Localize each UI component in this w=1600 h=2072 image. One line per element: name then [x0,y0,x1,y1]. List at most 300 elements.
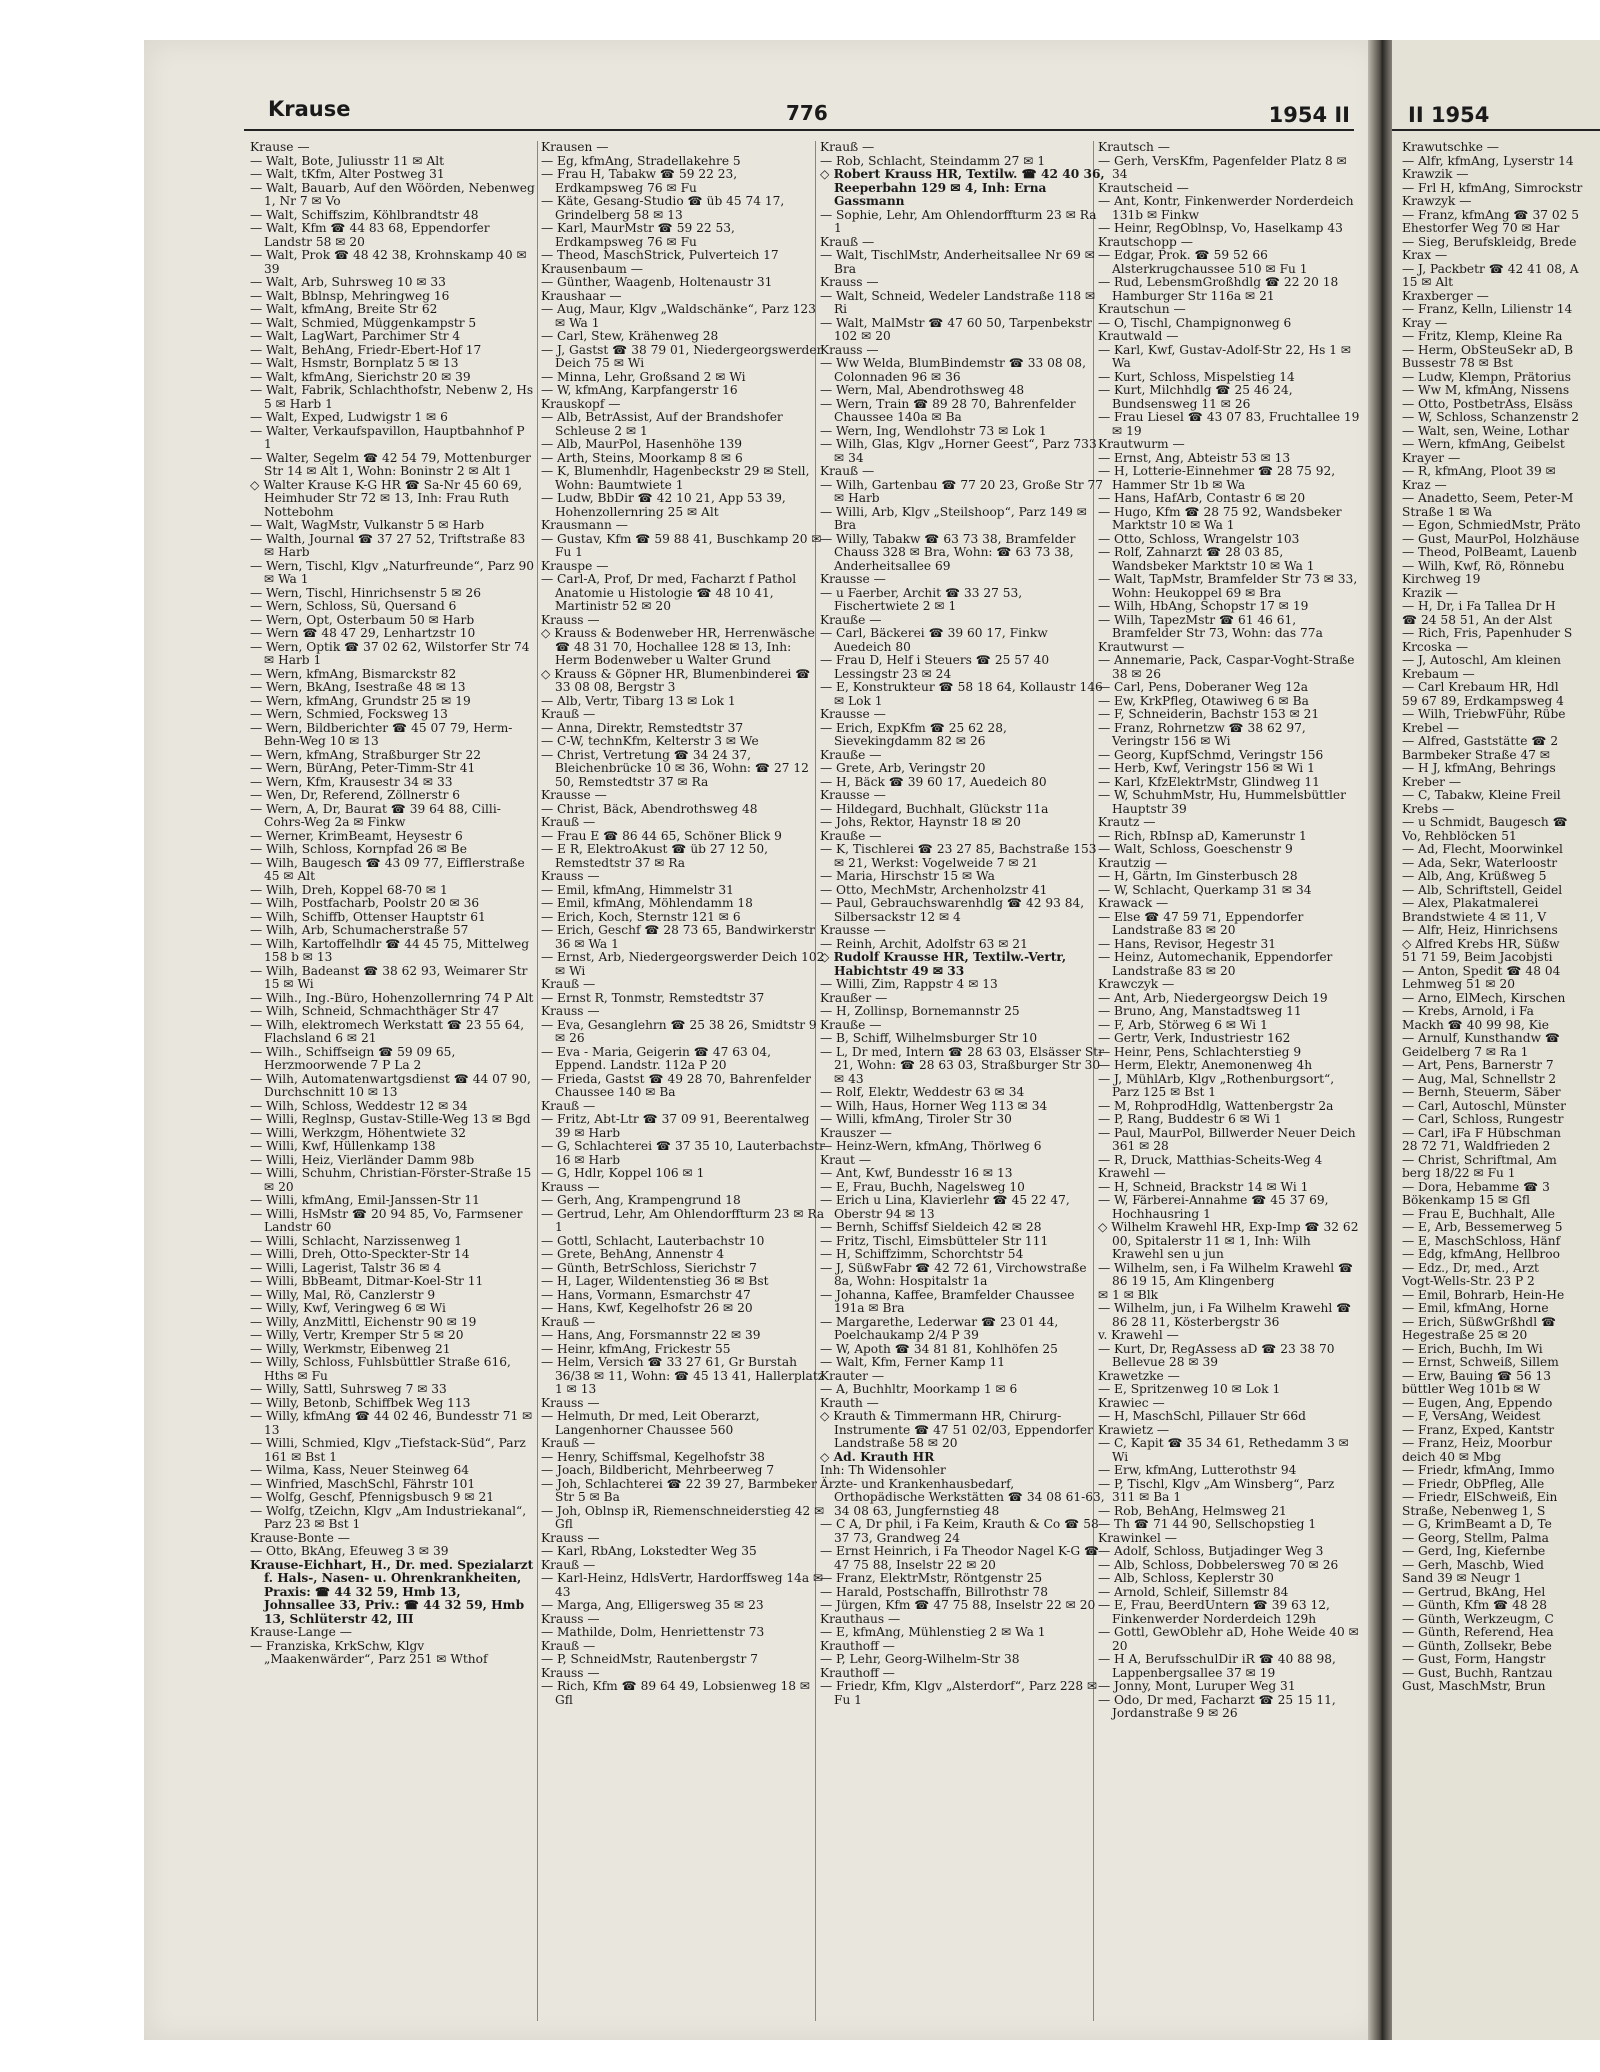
right-page-entry: — Sieg, Berufskleidg, Brede [1402,234,1577,249]
directory-entry: — Walt, BehAng, Friedr-Ebert-Hof 17 [250,342,482,357]
directory-entry: — Wern, Ing, Wendlohstr 73 ✉ Lok 1 [820,423,1047,438]
directory-entry: — Heinr, kfmAng, Frickestr 55 [541,1341,731,1356]
right-page-entry: — Erich, SüßwGrßhdl ☎ [1402,1314,1557,1329]
right-page-entry: — Dora, Hebamme ☎ 3 [1402,1179,1550,1194]
directory-entry: — Wilh, Arb, Schumacherstraße 57 [250,923,469,937]
directory-entry: — Wern, kfmAng, Grundstr 25 ✉ 19 [250,693,471,708]
right-page-entry: — W, Schloss, Schanzenstr 2 [1402,410,1579,424]
right-page-entry: Krebs — [1402,801,1455,816]
directory-entry: — Walt, MalMstr ☎ 47 60 50, Tarpenbekstr 102 ✉ 20 [820,315,1092,343]
directory-entry: — Willi, kfmAng, Tiroler Str 30 [820,1112,1012,1126]
right-page-entry: Krawzik — [1402,167,1469,181]
directory-entry: — Willy, AnzMittl, Eichenstr 90 ✉ 19 [250,1314,477,1329]
right-page-entry: berg 18/22 ✉ Fu 1 [1402,1166,1516,1180]
directory-entry: — Günth, BetrSchloss, Sierichstr 7 [541,1260,757,1275]
directory-entry: Krauß — [541,707,596,721]
right-page-entry: — Alfred, Gaststätte ☎ 2 [1402,734,1559,748]
directory-entry: — Carl, Stew, Krähenweg 28 [541,329,719,343]
directory-entry: — Rich, Kfm ☎ 89 64 49, Lobsienweg 18 ✉ Gfl [541,1679,811,1707]
directory-entry: — Eva - Maria, Geigerin ☎ 47 63 04, Eppend. Landstr. 112a P 20 [541,1044,771,1072]
right-page-entry: — Carl, iFa F Hübschman [1402,1125,1562,1140]
right-page-entry: Bussestr 78 ✉ Bst [1402,356,1513,370]
directory-entry: — G, Schlachterei ☎ 37 35 10, Lauterbachstr 16 ✉ Harb [541,1139,825,1167]
directory-entry: Krauss — [541,1395,600,1410]
directory-entry: — P, SchneidMstr, Rautenbergstr 7 [541,1652,758,1666]
directory-entry: — Wilh, HbAng, Schopstr 17 ✉ 19 [1098,599,1309,613]
directory-entry: Krauße — [820,747,882,762]
directory-entry: — F, Arb, Störweg 6 ✉ Wi 1 [1098,1017,1268,1032]
directory-entry: — Wilh, Schloss, Weddestr 12 ✉ 34 [250,1098,468,1113]
directory-entry: — Walt, tKfm, Alter Postweg 31 [250,167,445,181]
directory-entry: — Wern, kfmAng, Straßburger Str 22 [250,747,482,762]
right-page-entry: Kray — [1402,315,1448,330]
right-page-entry: — G, KrimBeamt a D, Te [1402,1517,1552,1531]
directory-entry: — Jonny, Mont, Luruper Weg 31 [1098,1679,1296,1693]
directory-entry: — Alb, MaurPol, Hasenhöhe 139 [541,437,743,451]
right-page-entry: — Christ, Schriftmal, Am [1402,1152,1557,1167]
directory-entry: — Wern, Schloss, Sü, Quersand 6 [250,599,457,613]
directory-entry: — P, Tischl, Klgv „Am Winsberg“, Parz 311 ✉ Ba 1 [1098,1476,1335,1504]
directory-entry: — Walt, Fabrik, Schlachthofstr, Nebenw 2, Hs 5 ✉ Harb 1 [250,383,534,411]
directory-entry: ✉ 1 ✉ Blk [1098,1287,1159,1302]
right-page-entry: — Edz., Dr, med., Arzt [1402,1260,1539,1275]
directory-entry: Inh: Th Widensohler [820,1463,946,1477]
right-page-entry: — F, VersAng, Weidest [1402,1409,1541,1423]
right-page-entry: — Alb, Ang, Krüßweg 5 [1402,869,1547,883]
directory-entry: — Fritz, Tischl, Eimsbütteler Str 111 [820,1233,1049,1248]
right-page-entry: Sand 39 ✉ Neugr 1 [1402,1571,1522,1585]
right-page-entry: — Carl Krebaum HR, Hdl [1402,680,1559,694]
right-page-entry: — Gertrud, BkAng, Hel [1402,1584,1546,1599]
directory-entry: — Walt, Schneid, Wedeler Landstraße 118 ✉ Ri [820,288,1096,316]
directory-entry: — C A, Dr phil, i Fa Keim, Krauth & Co ☎ 58 37 73, Grandweg 24 [820,1517,1099,1545]
directory-entry: — Rich, RbInsp aD, Kamerunstr 1 [1098,828,1307,843]
right-page-entry: — Edg, kfmAng, Hellbroo [1402,1247,1560,1261]
directory-entry: — Adolf, Schloss, Butjadinger Weg 3 [1098,1544,1324,1558]
directory-entry: Krauß — [541,977,596,991]
directory-entry: — J, SüßwFabr ☎ 42 72 61, Virchowstraße 8a, Wohn: Hospitalstr 1a [820,1260,1087,1288]
directory-entry: — C-W, technKfm, Kelterstr 3 ✉ We [541,734,759,748]
right-page-entry: Krcoska — [1402,639,1469,654]
column-rule [537,141,538,2021]
directory-entry: — Alb, Vertr, Tibarg 13 ✉ Lok 1 [541,693,736,708]
right-page-entry: — Alfr, Heiz, Hinrichsens [1402,923,1558,937]
directory-entry: Krauße — [820,612,882,627]
directory-entry: — M, RohprodHdlg, Wattenbergstr 2a [1098,1098,1334,1113]
directory-entry: — Alb, BetrAssist, Auf der Brandshofer Schleuse 2 ✉ 1 [541,410,783,438]
directory-entry: — Minna, Lehr, Großsand 2 ✉ Wi [541,369,746,384]
running-head-year: 1954 II [1268,103,1350,127]
directory-entry: — Ww Welda, BlumBindemstr ☎ 33 08 08, Colonnaden 96 ✉ 36 [820,356,1086,384]
directory-entry: Krauss — [541,1530,600,1545]
directory-entry: — Walt, Bote, Juliusstr 11 ✉ Alt [250,153,445,168]
directory-entry: — Walt, Arb, Suhrsweg 10 ✉ 33 [250,275,446,289]
directory-entry: — Else ☎ 47 59 71, Eppendorfer Landstraße 83 ✉ 20 [1098,909,1304,937]
directory-entry: Krawiec — [1098,1395,1165,1410]
directory-entry: — E, Spritzenweg 10 ✉ Lok 1 [1098,1382,1281,1396]
directory-entry: — C, Kapit ☎ 35 34 61, Rethedamm 3 ✉ Wi [1098,1436,1349,1464]
directory-entry: — Erich, Geschf ☎ 28 73 65, Bandwirkerstr 36 ✉ Wa 1 [541,923,815,951]
directory-entry: — Ludw, BbDir ☎ 42 10 21, App 53 39, Hohenzollernring 25 ✉ Alt [541,491,786,519]
directory-entry: — Hans, Kwf, Kegelhofstr 26 ✉ 20 [541,1301,753,1315]
scan-margin [0,0,1600,30]
right-page-entry: — Fritz, Klemp, Kleine Ra [1402,329,1563,343]
directory-entry: Krauß — [541,1098,596,1113]
right-page-entry: — Anadetto, Seem, Peter-M [1402,491,1574,505]
directory-entry: — Eg, kfmAng, Stradellakehre 5 [541,153,741,168]
directory-entry: — Joach, Bildbericht, Mehrbeerweg 7 [541,1463,775,1477]
directory-entry: — H, Schneid, Brackstr 14 ✉ Wi 1 [1098,1179,1309,1194]
directory-entry: ◇ Krauss & Göpner HR, Blumenbinderei ☎ 33 08 08, Bergstr 3 [541,666,811,694]
directory-entry: — Kurt, Milchhdlg ☎ 25 46 24, Bundsensweg 11 ✉ 26 [1098,383,1293,411]
right-page-entry: Geidelberg 7 ✉ Ra 1 [1402,1044,1529,1059]
directory-entry: — Wern, BürAng, Peter-Timm-Str 41 [250,761,476,775]
directory-entry: Krausse — [820,788,886,802]
directory-entry: — H, Schiffzimm, Schorchtstr 54 [820,1247,1024,1261]
directory-entry: ◇ Krauss & Bodenweber HR, Herrenwäsche ☎ 48 31 70, Hochallee 128 ✉ 13, Inh: Herm Bodenweber u Walter Grund [541,626,815,667]
right-page-entry: — Franz, kfmAng ☎ 37 02 5 [1402,207,1579,222]
directory-entry: — Wilh, Automatenwartgsdienst ☎ 44 07 90, Durchschnitt 10 ✉ 13 [250,1071,531,1099]
directory-entry: ◇ Krauth & Timmermann HR, Chirurg-Instrumente ☎ 47 51 02/03, Eppendorfer Landstraße 58 ✉ 20 [820,1409,1093,1450]
directory-entry: — Hans, Ang, Forsmannstr 22 ✉ 39 [541,1328,761,1342]
directory-entry: — F, Schneiderin, Bachstr 153 ✉ 21 [1098,707,1320,721]
directory-entry: — Carl, Pens, Doberaner Weg 12a [1098,680,1309,694]
directory-entry: ◇ Ad. Krauth HR [820,1449,935,1464]
directory-entry: Krause — [250,141,310,154]
right-page-entry: — Franz, Kelln, Lilienstr 14 [1402,302,1573,316]
directory-entry: — Gertrud, Lehr, Am Ohlendorffturm 23 ✉ Ra 1 [541,1206,825,1234]
right-page-entry: — Ada, Sekr, Waterloostr [1402,855,1558,870]
directory-entry: Krauss — [541,612,600,627]
directory-entry: — Walt, Schmied, Müggenkampstr 5 [250,315,477,330]
directory-entry: — Franz, ElektrMstr, Röntgenstr 25 [820,1571,1043,1585]
directory-entry: — Karl, RbAng, Lokstedter Weg 35 [541,1544,757,1558]
directory-entry: — Wilhelm, jun, i Fa Wilhelm Krawehl ☎ 86 28 11, Kösterbergstr 36 [1098,1301,1352,1329]
directory-entry: Krauss — [820,342,879,357]
directory-entry: — Georg, KupfSchmd, Veringstr 156 [1098,747,1324,762]
right-page-entry: Krax — [1402,248,1448,262]
directory-entry: — Hans, Revisor, Hegestr 31 [1098,936,1277,951]
directory-column-2 [541,141,826,2021]
right-page-entry: — Gerd, Ing, Kiefernbe [1402,1544,1546,1558]
directory-entry: — Rud, LebensmGroßhdlg ☎ 22 20 18 Hamburger Str 116a ✉ 21 [1098,275,1339,303]
directory-entry: — Willy, Betonb, Schiffbek Weg 113 [250,1395,471,1410]
directory-entry: Krauß — [820,141,875,154]
directory-entry: — Helm, Versich ☎ 33 27 61, Gr Burstah 36/38 ✉ 11, Wohn: ☎ 45 13 41, Hallerplatz 1 ✉ 13 [541,1355,825,1396]
directory-entry: — Otto, BkAng, Efeuweg 3 ✉ 39 [250,1544,449,1558]
right-page-entry: Kirchweg 19 [1402,572,1481,586]
directory-entry: — Ant, Kontr, Finkenwerder Norderdeich 131b ✉ Finkw [1098,194,1354,222]
right-page-entry: — E, MaschSchloss, Hänf [1402,1233,1561,1248]
directory-entry: — Johanna, Kaffee, Bramfelder Chaussee 191a ✉ Bra [820,1287,1075,1315]
directory-entry: Krauß — [541,1314,596,1329]
directory-entry: — Wilh, Kartoffelhdlr ☎ 44 45 75, Mittelweg 158 b ✉ 13 [250,936,530,964]
directory-entry: — Willy, Tabakw ☎ 63 73 38, Bramfelder Chauss 328 ✉ Bra, Wohn: ☎ 63 73 38, Anderheitsallee 69 [820,531,1076,573]
directory-entry: Krauß — [541,1436,596,1450]
right-page-entry: — Gust, Form, Hangstr [1402,1652,1546,1666]
right-page-entry: — E, Arb, Bessemerweg 5 [1402,1220,1563,1234]
directory-entry: Krausen — [541,141,609,154]
directory-entry: — Willi, Zim, Rappstr 4 ✉ 13 [820,977,998,991]
directory-entry: Krautwurst — [1098,639,1185,654]
right-page-entry: — Bernh, Steuerm, Säber [1402,1085,1561,1099]
right-page-entry: Krawutschke — [1402,141,1499,154]
directory-entry: — Willi, HsMstr ☎ 20 94 85, Vo, Farmsener Landstr 60 [250,1206,523,1234]
directory-entry: — Rolf, Zahnarzt ☎ 28 03 85, Wandsbeker Marktstr 10 ✉ Wa 1 [1098,545,1315,573]
right-page-entry: — Wilh, TriebwFühr, Rübe [1402,707,1566,721]
directory-entry: — Wilma, Kass, Neuer Steinweg 64 [250,1463,470,1477]
directory-entry: Krawetzke — [1098,1368,1180,1383]
directory-entry: — B, Schiff, Wilhelmsburger Str 10 [820,1031,1038,1045]
directory-entry: — Christ, Vertretung ☎ 34 24 37, Bleichenbrücke 10 ✉ 36, Wohn: ☎ 27 12 50, Remstedtstr 37 ✉ Ra [541,747,809,789]
directory-entry: — Ernst, Ang, Abteistr 53 ✉ 13 [1098,450,1291,465]
directory-entry: — Eva, Gesanglehrn ☎ 25 38 26, Smidtstr 9 ✉ 26 [541,1017,817,1045]
directory-entry: — E R, ElektroAkust ☎ üb 27 12 50, Remstedtstr 37 ✉ Ra [541,842,768,870]
directory-entry: — Wilh, elektromech Werkstatt ☎ 23 55 64, Flachsland 6 ✉ 21 [250,1017,525,1045]
directory-entry: — Heinz, Automechanik, Eppendorfer Landstraße 83 ✉ 20 [1098,950,1333,978]
directory-entry: — Wern ☎ 48 47 29, Lenhartzstr 10 [250,626,476,640]
directory-entry: — Theod, MaschStrick, Pulverteich 17 [541,248,779,262]
directory-entry: — Erich, ExpKfm ☎ 25 62 28, Sievekingdamm 82 ✉ 26 [820,720,1007,748]
directory-column-3 [820,141,1105,2021]
directory-entry: Krawietz — [1098,1422,1170,1437]
directory-entry: — Rolf, Elektr, Weddestr 63 ✉ 34 [820,1085,1025,1099]
directory-entry: — Wilh, Baugesch ☎ 43 09 77, Eifflerstraße 45 ✉ Alt [250,855,525,883]
directory-entry: — Paul, MaurPol, Billwerder Neuer Deich 361 ✉ 28 [1098,1125,1356,1153]
directory-entry: — Alb, Schloss, Dobbelersweg 70 ✉ 26 [1098,1557,1339,1572]
directory-entry: ◇ Wilhelm Krawehl HR, Exp-Imp ☎ 32 62 00, Spitalerstr 11 ✉ 1, Inh: Wilh Krawehl sen u jun [1098,1220,1359,1261]
directory-entry: — Willy, Vertr, Kremper Str 5 ✉ 20 [250,1328,464,1342]
directory-entry: — Wern, Mal, Abendrothsweg 48 [820,383,1025,397]
right-page-entry: 59 67 89, Erdkampsweg 4 [1402,693,1564,708]
directory-entry: — Ernst, Arb, Niedergeorgswerder Deich 102 ✉ Wi [541,950,825,978]
directory-column-4 [1098,141,1360,2021]
directory-entry: — Willi, Reglnsp, Gustav-Stille-Weg 13 ✉ Bgd [250,1112,531,1126]
directory-entry: — Willi, Schuhm, Christian-Förster-Straße 15 ✉ 20 [250,1166,532,1194]
directory-entry: — Werner, KrimBeamt, Heysestr 6 [250,828,463,843]
directory-entry: — Gottl, Schlacht, Lauterbachstr 10 [541,1233,765,1248]
page-number: 776 [786,101,828,125]
right-page-entry: — Gust, Buchh, Rantzau [1402,1665,1553,1680]
directory-entry: Krautsch — [1098,141,1170,154]
directory-entry: — Bernh, Schiffsf Sieldeich 42 ✉ 28 [820,1220,1042,1234]
right-page-column [1402,141,1600,2021]
directory-entry: Krausse — [820,923,886,937]
directory-entry: — Wolfg, Geschf, Pfennigsbusch 9 ✉ 21 [250,1490,495,1504]
directory-entry: — Herb, Kwf, Veringstr 156 ✉ Wi 1 [1098,761,1315,775]
directory-entry: — Heinr, Pens, Schlachterstieg 9 [1098,1044,1302,1059]
directory-entry: — Walt, WagMstr, Vulkanstr 5 ✉ Harb [250,518,485,532]
right-page-entry: — Wilh, Kwf, Rö, Rönnebu [1402,558,1565,573]
directory-entry: — Walt, Bauarb, Auf den Wöörden, Nebenweg 1, Nr 7 ✉ Vo [250,180,535,208]
right-page-entry: ◇ Alfred Krebs HR, Süßw [1402,936,1560,951]
directory-entry: Krautschopp — [1098,234,1193,249]
directory-entry: — Wilh, Gartenbau ☎ 77 20 23, Große Str 77 ✉ Harb [820,477,1104,505]
right-page-entry: — Arno, ElMech, Kirschen [1402,990,1566,1005]
directory-entry: — Walt, TapMstr, Bramfelder Str 73 ✉ 33, Wohn: Heukoppel 69 ✉ Bra [1098,572,1358,600]
right-page-entry: Kraz — [1402,477,1447,492]
directory-entry: — H, Zollinsp, Bornemannstr 25 [820,1004,1020,1018]
right-page-entry: Gust, MaschMstr, Brun [1402,1679,1546,1693]
right-page-entry: — Ad, Flecht, Moorwinkel [1402,842,1563,856]
directory-entry: — Wern, Optik ☎ 37 02 62, Wilstorfer Str 74 ✉ Harb 1 [250,639,530,667]
directory-entry: — W, Färberei-Annahme ☎ 45 37 69, Hochhausring 1 [1098,1193,1329,1221]
directory-entry: — Willy, Kwf, Veringweg 6 ✉ Wi [250,1301,446,1315]
directory-entry: — Willy, Schloss, Fuhlsbüttler Straße 616, Hths ✉ Fu [250,1355,511,1383]
directory-entry: — Willy, Sattl, Suhrsweg 7 ✉ 33 [250,1382,447,1396]
directory-entry: — Wolfg, tZeichn, Klgv „Am Industriekanal“, Parz 23 ✉ Bst 1 [250,1503,527,1531]
directory-entry: ◇ Robert Krauss HR, Textilw. ☎ 42 40 36, Reeperbahn 129 ✉ 4, Inh: Erna Gassmann [820,167,1105,208]
directory-entry: — H, Gärtn, Im Ginsterbusch 28 [1098,869,1298,883]
right-page-entry: 28 72 71, Waldfrieden 2 [1402,1139,1551,1153]
directory-entry: — Th ☎ 71 44 90, Sellschopstieg 1 [1098,1517,1317,1531]
directory-entry: — Wilh, Badeanst ☎ 38 62 93, Weimarer Str 15 ✉ Wi [250,963,528,991]
right-page-entry: — Gerh, Maschb, Wied [1402,1557,1544,1572]
directory-entry: — Frau Liesel ☎ 43 07 83, Fruchtallee 19 ✉ 19 [1098,410,1360,438]
directory-entry: Krauße — [820,828,882,843]
directory-entry: — W, Apoth ☎ 34 81 81, Kohlhöfen 25 [820,1341,1058,1356]
right-page-entry: — R, kfmAng, Ploot 39 ✉ [1402,464,1556,478]
directory-entry: Krausmann — [541,518,628,532]
directory-entry: Krause-Lange — [250,1625,352,1639]
directory-entry: — K, Blumenhdlr, Hagenbeckstr 29 ✉ Stell, Wohn: Baumtwiete 1 [541,464,810,492]
directory-entry: — E, Frau, Buchh, Nagelsweg 10 [820,1179,1025,1194]
directory-entry: — Willi, Kwf, Hüllenkamp 138 [250,1139,436,1153]
right-page-entry: — Herm, ObSteuSekr aD, B [1402,342,1574,357]
directory-entry: — Ernst R, Tonmstr, Remstedtstr 37 [541,990,765,1005]
directory-entry: — Wern, Bildberichter ☎ 45 07 79, Herm-Behn-Weg 10 ✉ 13 [250,720,513,748]
right-page-entry: Krazik — [1402,585,1458,600]
right-page-entry: Krayer — [1402,450,1461,465]
directory-entry: Krauß — [820,234,875,249]
directory-entry: — Wilh, Schloss, Kornpfad 26 ✉ Be [250,842,467,856]
directory-entry: — Willy, kfmAng ☎ 44 02 46, Bundesstr 71 ✉ 13 [250,1409,533,1437]
directory-entry: Krausse — [820,707,886,721]
directory-entry: — G, Hdlr, Koppel 106 ✉ 1 [541,1166,705,1180]
directory-entry: — Margarethe, Lederwar ☎ 23 01 44, Poelchaukamp 2/4 P 39 [820,1314,1059,1342]
directory-entry: — K, Tischlerei ☎ 23 27 85, Bachstraße 153 ✉ 21, Werkst: Vogelweide 7 ✉ 21 [820,842,1097,870]
directory-entry: — Erw, kfmAng, Lutterothstr 94 [1098,1463,1297,1477]
right-page-entry: — Wern, kfmAng, Geibelst [1402,437,1565,451]
directory-entry: — Wern, A, Dr, Baurat ☎ 39 64 88, Cilli-Cohrs-Weg 2a ✉ Finkw [250,801,501,829]
directory-entry: — Karl, KfzElektrMstr, Glindweg 11 [1098,774,1320,789]
directory-entry: Krauss — [541,1179,600,1194]
directory-entry: — J, Gastst ☎ 38 79 01, Niedergeorgswerder Deich 75 ✉ Wi [541,342,823,370]
directory-entry: — Gustav, Kfm ☎ 59 88 41, Buschkamp 20 ✉ Fu 1 [541,531,822,559]
right-page-entry: — J, Autoschl, Am kleinen [1402,653,1561,667]
directory-entry: Krawack — [1098,896,1169,910]
directory-entry: — Wilh, Haus, Horner Weg 113 ✉ 34 [820,1098,1048,1113]
directory-entry: — Wern, Train ☎ 89 28 70, Bahrenfelder Chaussee 140a ✉ Ba [820,396,1076,424]
directory-entry: — Kurt, Dr, RegAssess aD ☎ 23 38 70 Bellevue 28 ✉ 39 [1098,1341,1335,1369]
right-page-entry: Straße 1 ✉ Wa [1402,504,1493,519]
directory-entry: — Walt, kfmAng, Breite Str 62 [250,302,438,316]
directory-entry: — Alb, Schloss, Keplerstr 30 [1098,1571,1274,1585]
directory-entry: — Wern, Schmied, Focksweg 13 [250,707,448,721]
directory-entry: — Willi, Werkzgm, Höhentwiete 32 [250,1125,467,1140]
right-page-entry: — Rich, Fris, Papenhuder S [1402,626,1573,640]
directory-entry: — Odo, Dr med, Facharzt ☎ 25 15 11, Jordanstraße 9 ✉ 26 [1098,1692,1336,1720]
directory-entry: Krautz — [1098,815,1156,829]
directory-entry: Krauße — [820,1017,882,1032]
directory-entry: — Willi, Schlacht, Narzissenweg 1 [250,1233,462,1248]
directory-entry: — Rob, Schlacht, Steindamm 27 ✉ 1 [820,153,1046,168]
directory-entry: — Bruno, Ang, Manstadtsweg 11 [1098,1004,1302,1018]
right-page-entry: — Ludw, Klempn, Prätorius [1402,369,1572,384]
directory-entry: — Otto, MechMstr, Archenholzstr 41 [820,882,1048,897]
right-page-entry: büttler Weg 101b ✉ W [1402,1382,1541,1396]
directory-entry: Krausse — [541,788,607,802]
directory-entry: — W, SchuhmMstr, Hu, Hummelsbüttler Hauptstr 39 [1098,788,1346,816]
directory-entry: — Jürgen, Kfm ☎ 47 75 88, Inselstr 22 ✉ 20 [820,1598,1096,1612]
right-page-fragment [1392,40,1600,2040]
directory-entry: Ärzte- und Krankenhausbedarf, Orthopädische Werkstätten ☎ 34 08 61-63, 34 08 63, Jungfernstieg 48 [820,1476,1105,1518]
right-page-entry: — Günth, Zollsekr, Bebe [1402,1638,1552,1653]
directory-entry: — P, Lehr, Georg-Wilhelm-Str 38 [820,1652,1020,1666]
directory-entry: — Wilh, Postfacharb, Poolstr 20 ✉ 36 [250,896,480,910]
directory-entry: — Käte, Gesang-Studio ☎ üb 45 74 17, Grindelberg 58 ✉ 13 [541,194,785,222]
directory-entry: — Hildegard, Buchhalt, Glückstr 11a [820,801,1049,816]
directory-entry: Krause-Bonte — [250,1530,350,1545]
directory-entry: — Gottl, GewOblehr aD, Hohe Weide 40 ✉ 20 [1098,1625,1359,1653]
directory-entry: — Walt, Schiffszim, Köhlbrandtstr 48 [250,207,479,222]
directory-entry: — Wilh., Schiffseign ☎ 59 09 65, Herzmoorwende 7 P La 2 [250,1044,456,1072]
directory-entry: Krause-Eichhart, H., Dr. med. Spezialarzt f. Hals-, Nasen- u. Ohrenkrankheiten, Praxis: ☎ 44 32 59, Hmb 13, Johnsallee 33, Priv.: ☎ 44 32 59, Hmb 13, Schlüterstr 42, III [250,1557,534,1626]
directory-entry: — H, Bäck ☎ 39 60 17, Auedeich 80 [820,774,1047,789]
directory-entry: — Henry, Schiffsmal, Kegelhofstr 38 [541,1449,765,1464]
right-page-entry: Krawzyk — [1402,194,1472,208]
right-page-entry: — Friedr, ElSchweiß, Ein [1402,1490,1558,1504]
directory-entry: — Walt, Kfm ☎ 44 83 68, Eppendorfer Landstr 58 ✉ 20 [250,221,490,249]
directory-entry: Krauter — [820,1368,885,1383]
directory-entry: — Erich u Lina, Klavierlehr ☎ 45 22 47, Oberstr 94 ✉ 13 [820,1193,1070,1221]
directory-entry: — Franziska, KrkSchw, Klgv „Maakenwärder“, Parz 251 ✉ Wthof [250,1638,488,1666]
directory-entry: Krauß — [541,815,596,829]
right-page-entry: — Alex, Plakatmalerei [1402,896,1539,910]
directory-entry: — Willi, kfmAng, Emil-Janssen-Str 11 [250,1193,480,1207]
right-page-entry: — Emil, Bohrarb, Hein-He [1402,1287,1565,1302]
directory-entry: — Carl, Bäckerei ☎ 39 60 17, Finkw Auedeich 80 [820,626,1048,654]
directory-entry: — Wern, Opt, Osterbaum 50 ✉ Harb [250,612,475,627]
right-page-entry: — Franz, Exped, Kantstr [1402,1422,1555,1437]
directory-entry: — u Faerber, Archit ☎ 33 27 53, Fischertwiete 2 ✉ 1 [820,585,1023,613]
right-page-entry: — Carl, Autoschl, Münster [1402,1098,1566,1113]
directory-entry: — Heinz-Wern, kfmAng, Thörlweg 6 [820,1139,1042,1153]
right-page-entry: — Emil, kfmAng, Horne [1402,1301,1549,1315]
right-page-year: II 1954 [1408,103,1490,127]
directory-entry: Krauß — [541,1638,596,1653]
right-page-entry: Mackh ☎ 40 99 98, Kie [1402,1017,1549,1032]
right-page-entry: — C, Tabakw, Kleine Freil [1402,788,1561,802]
right-page-entry: — Frl H, kfmAng, Simrockstr [1402,180,1583,195]
directory-entry: — Friedr, Kfm, Klgv „Alsterdorf“, Parz 228 ✉ Fu 1 [820,1679,1098,1707]
directory-entry: — Hans, Vormann, Esmarchstr 47 [541,1287,751,1302]
directory-entry: — Mathilde, Dolm, Henriettenstr 73 [541,1625,765,1639]
directory-entry: — Willi, Dreh, Otto-Speckter-Str 14 [250,1247,470,1261]
right-page-entry: — u Schmidt, Baugesch ☎ [1402,815,1568,829]
directory-entry: — Karl-Heinz, HdlsVertr, Hardorffsweg 14a ✉ 43 [541,1571,824,1599]
directory-entry: — Walt, Kfm, Ferner Kamp 11 [820,1355,1005,1369]
directory-entry: Krauss — [541,1611,600,1626]
right-page-entry: — Frau E, Buchhalt, Alle [1402,1206,1555,1221]
directory-entry: — Frau H, Tabakw ☎ 59 22 23, Erdkampsweg 76 ✉ Fu [541,167,738,195]
directory-entry: — Ew, KrkPfleg, Otawiweg 6 ✉ Ba [1098,693,1309,708]
right-page-entry: Ehestorfer Weg 70 ✉ Har [1402,221,1560,235]
directory-entry: — Heinr, RegOblnsp, Vo, Haselkamp 43 [1098,221,1343,235]
right-page-entry: — Günth, Werkzeugm, C [1402,1611,1554,1626]
right-page-entry: — Erw, Bauing ☎ 56 13 [1402,1368,1551,1383]
directory-entry: — Walt, Prok ☎ 48 42 38, Krohnskamp 40 ✉ 39 [250,248,527,276]
